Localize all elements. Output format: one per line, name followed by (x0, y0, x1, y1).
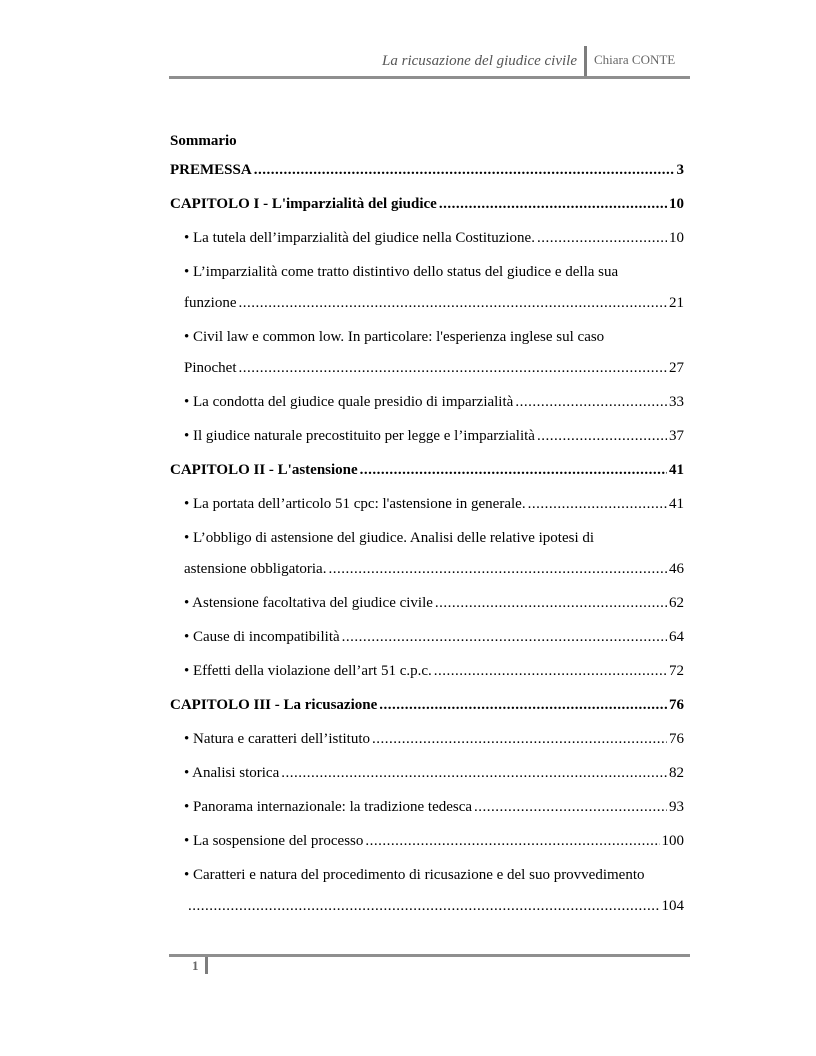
toc-entry-section[interactable] (184, 865, 684, 916)
header-rule (169, 76, 690, 79)
toc-entry-section[interactable] (184, 661, 684, 681)
toc-entry-section[interactable] (184, 228, 684, 248)
toc-entry-page: 100 (661, 833, 684, 849)
toc-entry-label: • Cause di incompatibilità (184, 629, 340, 645)
toc-entry-page: 93 (669, 799, 684, 815)
toc-entry-premessa[interactable] (170, 160, 684, 180)
toc-entry-section[interactable] (184, 528, 684, 579)
toc-entry-page: 76 (669, 697, 684, 713)
footer-separator (205, 957, 208, 974)
toc-entry-label: CAPITOLO III - La ricusazione (170, 697, 378, 713)
toc-entry-label: • La portata dell’articolo 51 cpc: l'astensione in generale. (184, 496, 526, 512)
toc-entry-section[interactable] (184, 392, 684, 412)
toc-entry-label: • Natura e caratteri dell’istituto (184, 731, 371, 747)
toc-entry-page: 62 (669, 595, 684, 611)
toc-entry-label: • Astensione facoltativa del giudice civile (184, 595, 433, 611)
footer-rule (169, 954, 690, 957)
header-author: Chiara CONTE (594, 52, 676, 67)
header-title: La ricusazione del giudice civile (382, 53, 577, 69)
toc-entry-page: 3 (676, 162, 684, 178)
toc-entry-page: 76 (669, 731, 684, 747)
toc-entry-section[interactable] (184, 797, 684, 817)
toc-entry-page: 27 (669, 360, 684, 376)
toc-entry-section[interactable] (184, 327, 684, 378)
toc-entry-page: 82 (669, 765, 684, 781)
toc-entry-label: CAPITOLO II - L'astensione (170, 462, 358, 478)
toc-entry-section[interactable] (184, 627, 684, 647)
page-number: 1 (192, 958, 199, 973)
toc-entry-label: • Il giudice naturale precostituito per legge e l’imparzialità (184, 428, 535, 444)
toc-entry-section[interactable] (184, 593, 684, 613)
toc-entry-label-cont: Pinochet (184, 360, 237, 376)
toc-heading: Sommario (170, 133, 237, 149)
toc-entry-label: PREMESSA (170, 162, 252, 178)
toc-entry-page: 37 (669, 428, 684, 444)
toc-entry-chapter-1[interactable] (170, 194, 684, 214)
toc-entry-label: • La sospensione del processo (184, 833, 364, 849)
toc-entry-section[interactable] (184, 426, 684, 446)
toc-entry-page: 41 (669, 462, 684, 478)
toc-entry-page: 41 (669, 496, 684, 512)
table-of-contents (170, 160, 684, 930)
toc-entry-section[interactable] (184, 729, 684, 749)
toc-entry-page: 64 (669, 629, 684, 645)
toc-entry-page: 10 (669, 230, 684, 246)
toc-entry-label: • La tutela dell’imparzialità del giudice nella Costituzione. (184, 230, 535, 246)
toc-entry-page: 33 (669, 394, 684, 410)
toc-entry-chapter-2[interactable] (170, 460, 684, 480)
toc-entry-page: 46 (669, 561, 684, 577)
toc-entry-label: CAPITOLO I - L'imparzialità del giudice (170, 196, 437, 212)
toc-entry-label: • Effetti della violazione dell’art 51 c.p.c. (184, 663, 432, 679)
header-separator (584, 46, 587, 76)
toc-entry-label: • Panorama internazionale: la tradizione tedesca (184, 799, 473, 815)
toc-entry-label: • Analisi storica (184, 765, 280, 781)
toc-entry-page: 72 (669, 663, 684, 679)
toc-entry-label: • La condotta del giudice quale presidio di imparzialità (184, 394, 514, 410)
toc-entry-label-cont: astensione obbligatoria. (184, 561, 327, 577)
toc-entry-label: • Caratteri e natura del procedimento di ricusazione e del suo provvedimento (184, 867, 645, 883)
toc-entry-section[interactable] (184, 763, 684, 783)
toc-entry-label: • Civil law e common low. In particolare: l'esperienza inglese sul caso (184, 329, 605, 345)
toc-entry-section[interactable] (184, 831, 684, 851)
toc-entry-label: • L’imparzialità come tratto distintivo dello status del giudice e della sua (184, 264, 619, 280)
toc-entry-label: • L’obbligo di astensione del giudice. Analisi delle relative ipotesi di (184, 530, 595, 546)
toc-entry-chapter-3[interactable] (170, 695, 684, 715)
toc-entry-page: 10 (669, 196, 684, 212)
toc-entry-section[interactable] (184, 494, 684, 514)
toc-entry-label-cont: funzione (184, 295, 237, 311)
toc-entry-page: 104 (661, 898, 684, 914)
toc-entry-page: 21 (669, 295, 684, 311)
toc-entry-section[interactable] (184, 262, 684, 313)
